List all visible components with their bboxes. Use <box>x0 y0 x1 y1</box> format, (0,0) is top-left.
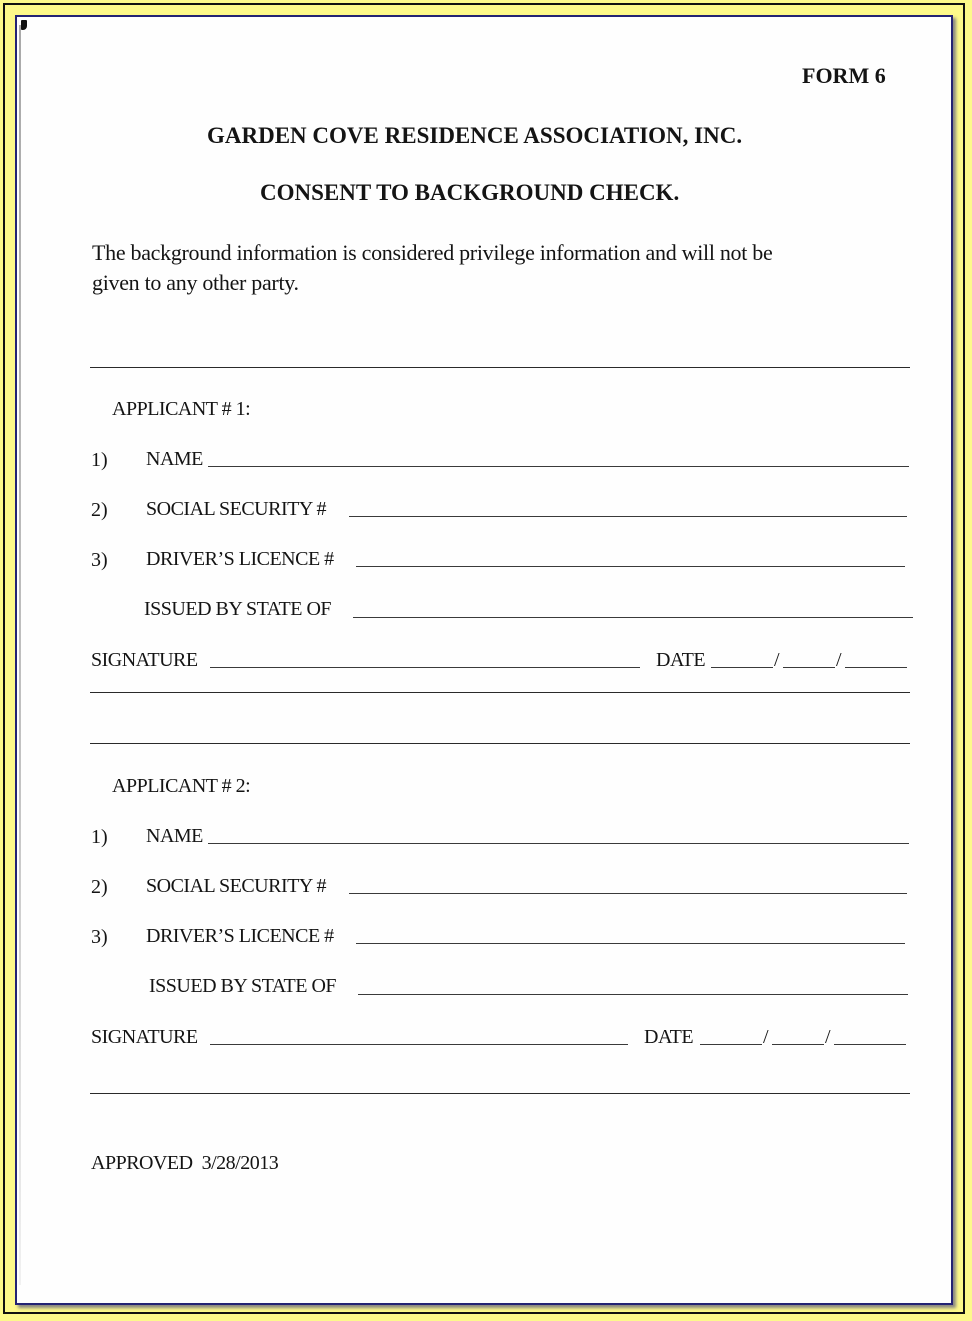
name-label: NAME <box>146 825 203 847</box>
issuing-state-label: ISSUED BY STATE OF <box>149 975 337 997</box>
date-separator: / <box>836 649 842 671</box>
applicant-2-issuing-state-field[interactable] <box>358 994 908 995</box>
licence-label: DRIVER’S LICENCE # <box>146 548 334 570</box>
date-label: DATE <box>656 649 706 671</box>
organization-title: GARDEN COVE RESIDENCE ASSOCIATION, INC. <box>207 123 743 148</box>
applicant-2-heading: APPLICANT # 2: <box>112 775 251 797</box>
licence-label: DRIVER’S LICENCE # <box>146 925 334 947</box>
applicant-1-date-month-field[interactable] <box>711 667 773 668</box>
applicant-2-date-day-field[interactable] <box>772 1044 824 1045</box>
date-separator: / <box>774 649 780 671</box>
applicant-2-date-month-field[interactable] <box>700 1044 762 1045</box>
applicant-1-licence-field[interactable] <box>356 566 905 567</box>
document-title: CONSENT TO BACKGROUND CHECK. <box>260 180 680 205</box>
field-number: 3) <box>91 926 108 948</box>
field-number: 1) <box>91 826 108 848</box>
applicant-2-licence-field[interactable] <box>356 943 905 944</box>
scan-corner-mark <box>21 20 27 30</box>
applicant-1-date-day-field[interactable] <box>783 667 835 668</box>
applicant-1-signature-field[interactable] <box>210 667 640 668</box>
section-divider <box>90 367 910 368</box>
form-page <box>15 15 953 1305</box>
signature-label: SIGNATURE <box>91 649 198 671</box>
applicant-1-date-year-field[interactable] <box>845 667 907 668</box>
date-separator: / <box>763 1026 769 1048</box>
intro-text <box>92 238 772 298</box>
section-divider <box>90 692 910 693</box>
field-number: 3) <box>91 549 108 571</box>
ssn-label: SOCIAL SECURITY # <box>146 875 327 897</box>
applicant-2-date-year-field[interactable] <box>834 1044 906 1045</box>
applicant-2-name-field[interactable] <box>208 843 909 844</box>
section-divider <box>90 743 910 744</box>
scan-edge-shadow <box>19 25 21 1285</box>
approved-date: APPROVED 3/28/2013 <box>91 1152 279 1174</box>
applicant-2-signature-field[interactable] <box>210 1044 628 1045</box>
applicant-2-ssn-field[interactable] <box>349 893 907 894</box>
date-label: DATE <box>644 1026 694 1048</box>
ssn-label: SOCIAL SECURITY # <box>146 498 327 520</box>
intro-line-1: The background information is considered privilege information and will not be <box>92 240 773 265</box>
field-number: 1) <box>91 449 108 471</box>
field-number: 2) <box>91 876 108 898</box>
applicant-1-ssn-field[interactable] <box>349 516 907 517</box>
applicant-1-name-field[interactable] <box>208 466 909 467</box>
field-number: 2) <box>91 499 108 521</box>
intro-line-2: given to any other party. <box>92 270 299 295</box>
date-separator: / <box>825 1026 831 1048</box>
signature-label: SIGNATURE <box>91 1026 198 1048</box>
name-label: NAME <box>146 448 203 470</box>
section-divider <box>90 1093 910 1094</box>
issuing-state-label: ISSUED BY STATE OF <box>144 598 332 620</box>
form-number: FORM 6 <box>802 63 886 88</box>
applicant-1-heading: APPLICANT # 1: <box>112 398 251 420</box>
applicant-1-issuing-state-field[interactable] <box>353 617 913 618</box>
